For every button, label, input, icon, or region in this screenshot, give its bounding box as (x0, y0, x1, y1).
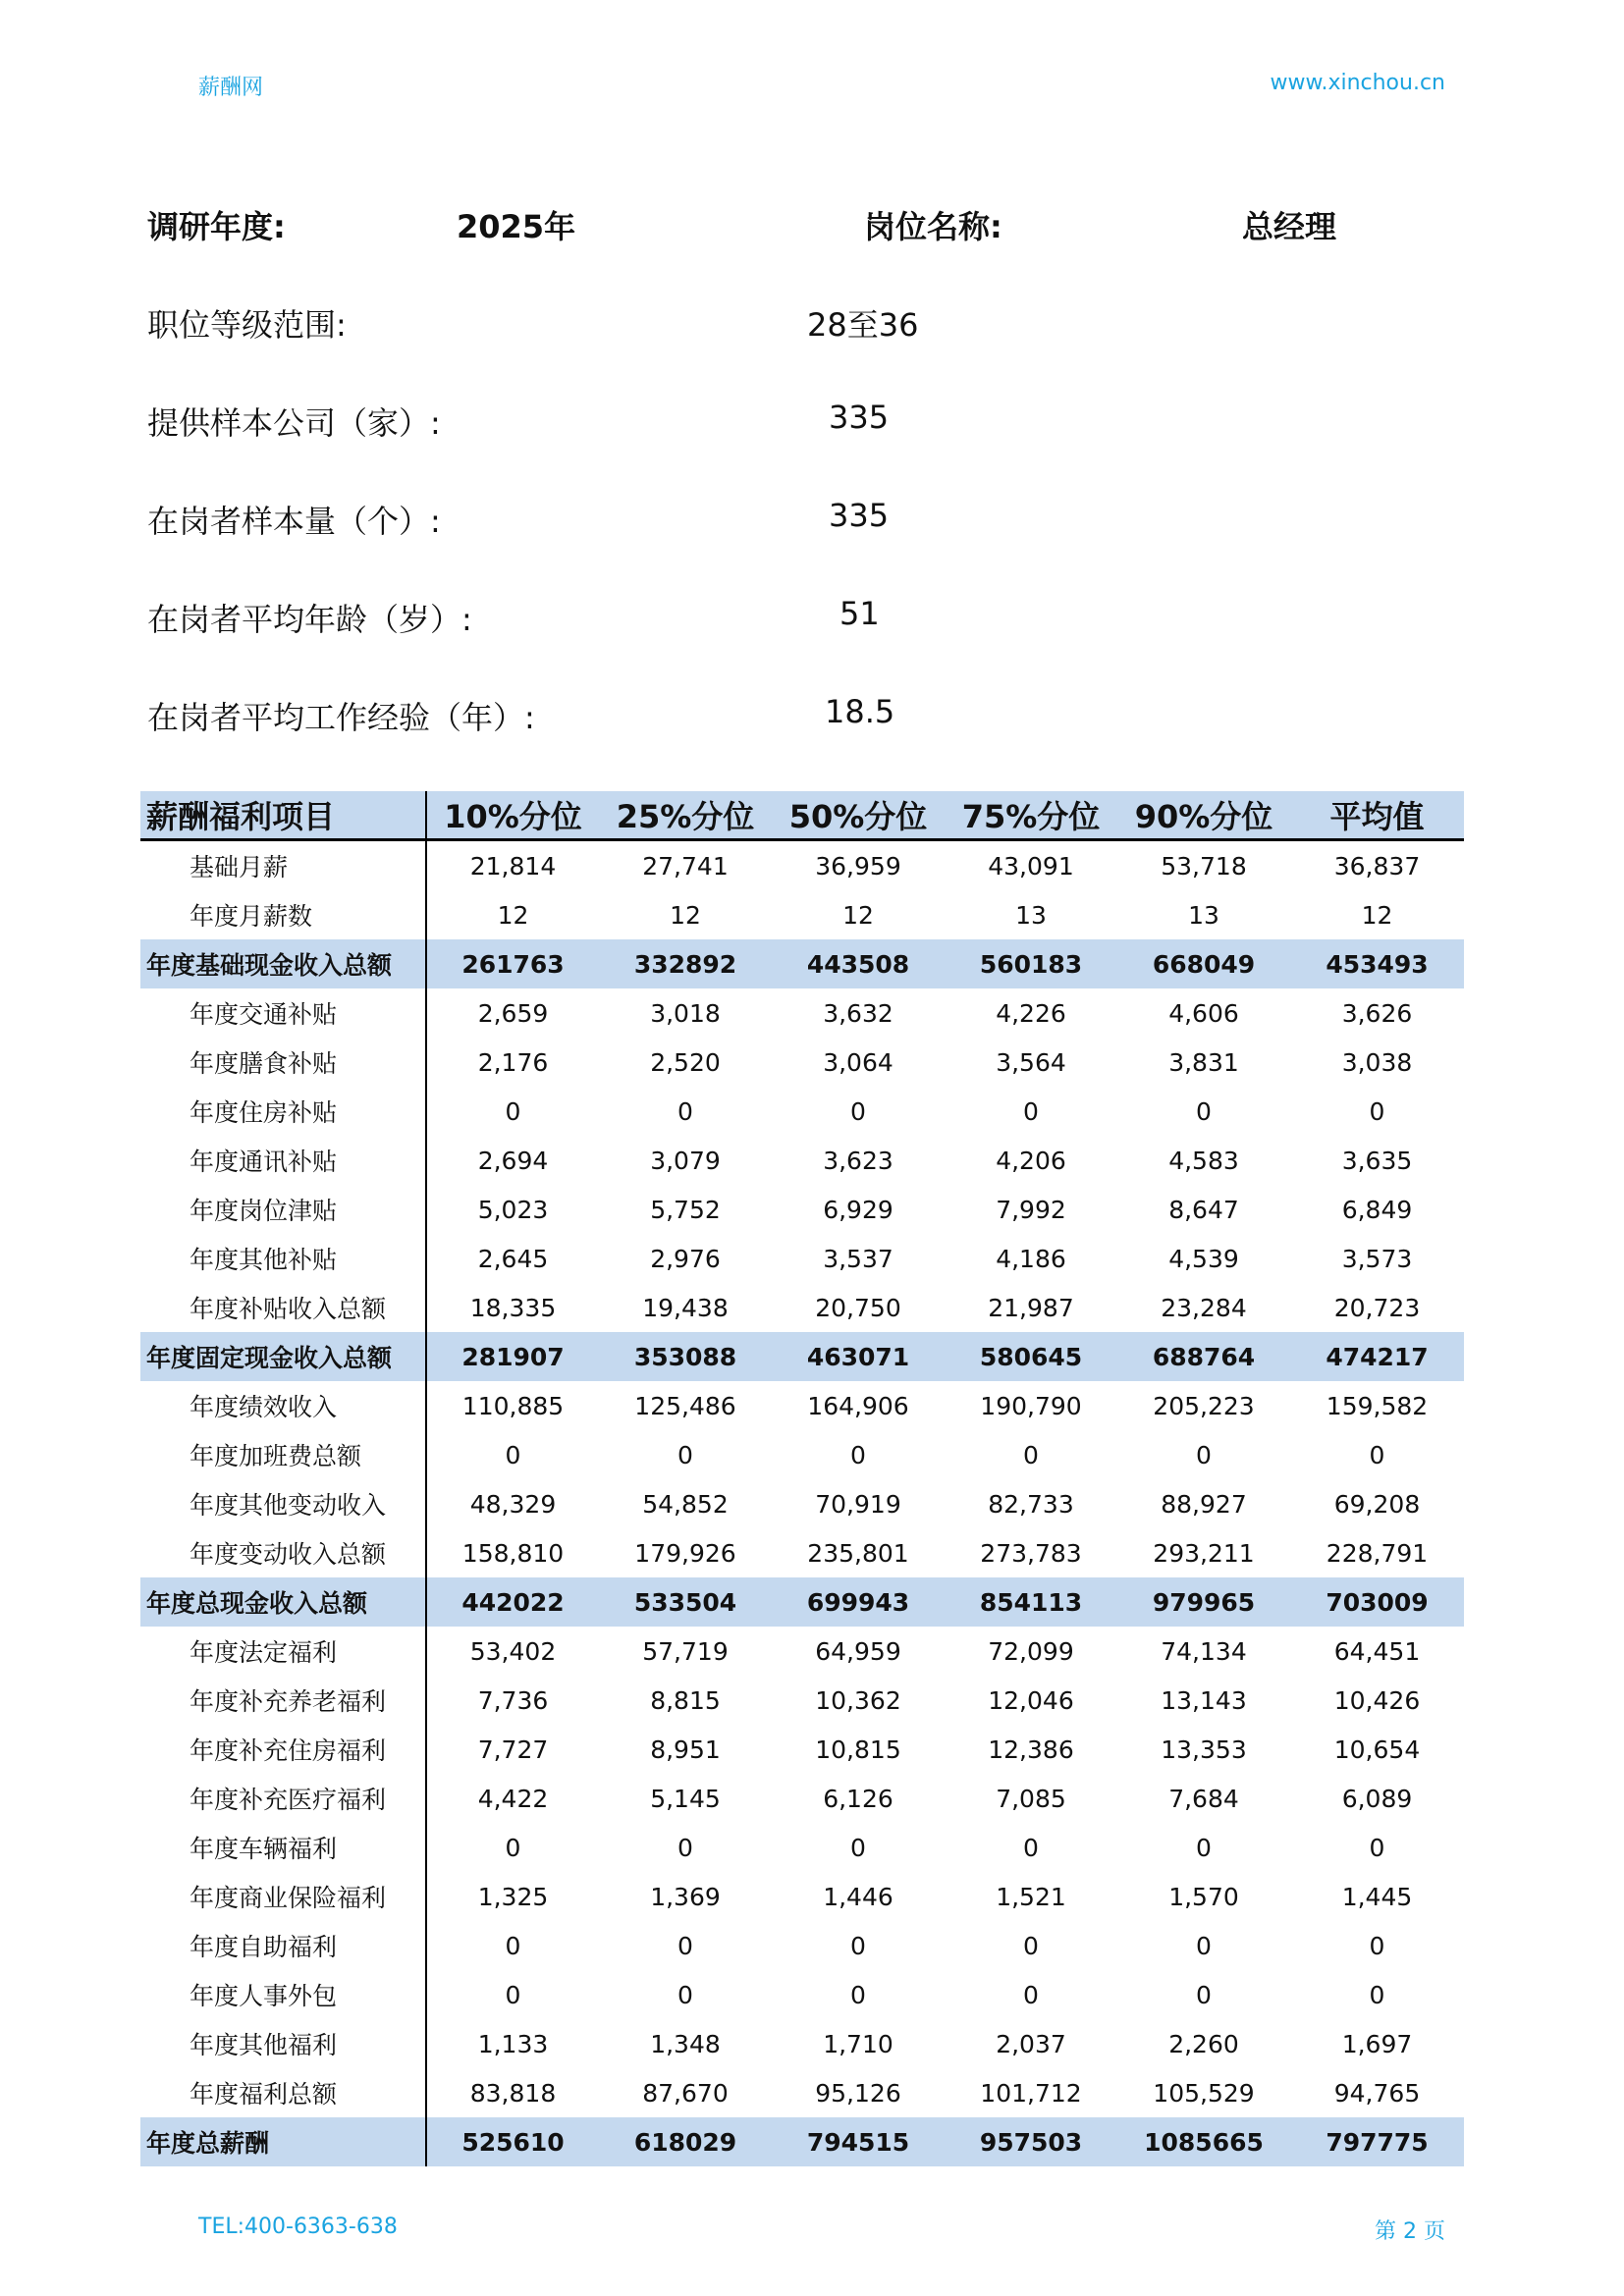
cell-value: 7,992 (996, 1195, 1066, 1224)
cell-value: 273,783 (980, 1538, 1082, 1568)
cell-value: 158,810 (461, 1538, 565, 1568)
cell-value: 4,186 (996, 1244, 1066, 1273)
cell-value: 699943 (772, 1577, 945, 1627)
cell-value: 1,570 (1168, 1882, 1239, 1911)
row-label: 年度固定现金收入总额 (140, 1332, 426, 1381)
cell-value: 0 (1369, 1833, 1385, 1862)
col-header-item: 薪酬福利项目 (140, 791, 426, 840)
cell-value: 70,919 (815, 1489, 901, 1519)
cell-value: 10,426 (1333, 1685, 1421, 1715)
cell-value: 64,451 (1333, 1636, 1421, 1666)
cell-value: 0 (677, 1833, 693, 1862)
cell-value: 3,632 (823, 998, 893, 1028)
cell-value: 95,126 (815, 2078, 901, 2108)
table-row (140, 1676, 1464, 1725)
cell-value: 18,335 (469, 1293, 557, 1322)
cell-value: 1,133 (477, 2029, 549, 2058)
cell-value: 0 (850, 1980, 866, 2009)
cell-value: 19,438 (642, 1293, 729, 1322)
cell-value: 2,176 (477, 1047, 549, 1077)
cell-value: 0 (1023, 1980, 1039, 2009)
samples-value: 335 (829, 497, 890, 534)
row-label: 年度其他福利 (140, 2019, 426, 2068)
cell-value: 0 (505, 1833, 521, 1862)
page-number: 第 2 页 (1375, 2219, 1445, 2244)
table-row (140, 1234, 1464, 1283)
cell-value: 12 (497, 900, 529, 930)
cell-value: 2,976 (650, 1244, 721, 1273)
row-label: 年度商业保险福利 (140, 1872, 426, 1921)
cell-value: 3,537 (823, 1244, 893, 1273)
experience-value: 18.5 (825, 693, 895, 730)
cell-value: 94,765 (1333, 2078, 1421, 2108)
cell-value: 0 (850, 1440, 866, 1469)
table-total-row (140, 939, 1464, 988)
table-row (140, 1627, 1464, 1676)
table-row (140, 1725, 1464, 1774)
cell-value: 57,719 (642, 1636, 729, 1666)
cell-value: 3,623 (823, 1146, 893, 1175)
cell-value: 442022 (426, 1577, 599, 1627)
cell-value: 2,694 (477, 1146, 549, 1175)
row-label: 年度基础现金收入总额 (140, 939, 426, 988)
cell-value: 0 (1369, 1440, 1385, 1469)
cell-value: 0 (677, 1931, 693, 1960)
cell-value: 43,091 (988, 851, 1074, 881)
col-header-p50: 50%分位 (772, 791, 945, 840)
cell-value: 190,790 (980, 1391, 1082, 1420)
cell-value: 13,143 (1161, 1685, 1247, 1715)
row-label: 年度交通补贴 (140, 988, 426, 1038)
table-row (140, 1283, 1464, 1332)
samples-label: 在岗者样本量（个）: (147, 503, 441, 540)
cell-value: 854113 (945, 1577, 1117, 1627)
cell-value: 4,539 (1168, 1244, 1239, 1273)
cell-value: 0 (1023, 1833, 1039, 1862)
cell-value: 235,801 (807, 1538, 909, 1568)
cell-value: 48,329 (469, 1489, 557, 1519)
cell-value: 0 (850, 1833, 866, 1862)
col-header-p25: 25%分位 (599, 791, 772, 840)
cell-value: 205,223 (1153, 1391, 1255, 1420)
cell-value: 2,645 (477, 1244, 549, 1273)
row-label: 年度法定福利 (140, 1627, 426, 1676)
cell-value: 474217 (1290, 1332, 1464, 1381)
cell-value: 0 (1023, 1931, 1039, 1960)
cell-value: 4,422 (477, 1784, 549, 1813)
cell-value: 3,564 (996, 1047, 1066, 1077)
cell-value: 2,659 (477, 998, 549, 1028)
cell-value: 125,486 (634, 1391, 736, 1420)
row-label: 年度变动收入总额 (140, 1528, 426, 1577)
cell-value: 3,018 (650, 998, 721, 1028)
cell-value: 12 (842, 900, 874, 930)
cell-value: 0 (505, 1980, 521, 2009)
row-label: 年度补贴收入总额 (140, 1283, 426, 1332)
cell-value: 179,926 (634, 1538, 736, 1568)
cell-value: 228,791 (1326, 1538, 1429, 1568)
cell-value: 3,573 (1341, 1244, 1413, 1273)
cell-value: 2,037 (996, 2029, 1066, 2058)
cell-value: 13 (1188, 900, 1219, 930)
cell-value: 1,369 (650, 1882, 721, 1911)
col-header-p75: 75%分位 (945, 791, 1117, 840)
row-label: 年度住房补贴 (140, 1087, 426, 1136)
cell-value: 1,348 (650, 2029, 721, 2058)
cell-value: 13 (1015, 900, 1047, 930)
row-label: 年度自助福利 (140, 1921, 426, 1970)
cell-value: 12 (1361, 900, 1393, 930)
table-row (140, 1038, 1464, 1087)
cell-value: 7,736 (477, 1685, 549, 1715)
year-label: 调研年度: (147, 208, 286, 245)
cell-value: 5,752 (650, 1195, 721, 1224)
row-label: 年度补充医疗福利 (140, 1774, 426, 1823)
cell-value: 3,038 (1341, 1047, 1413, 1077)
row-label: 年度总薪酬 (140, 2117, 426, 2166)
cell-value: 3,626 (1341, 998, 1413, 1028)
table-row (140, 1430, 1464, 1479)
cell-value: 0 (505, 1931, 521, 1960)
age-value: 51 (839, 595, 880, 632)
cell-value: 525610 (426, 2117, 599, 2166)
cell-value: 353088 (599, 1332, 772, 1381)
cell-value: 560183 (945, 939, 1117, 988)
cell-value: 668049 (1117, 939, 1290, 988)
position-value: 总经理 (1242, 208, 1337, 245)
cell-value: 64,959 (815, 1636, 901, 1666)
cell-value: 0 (1369, 1096, 1385, 1126)
table-row (140, 840, 1464, 891)
cell-value: 69,208 (1333, 1489, 1421, 1519)
cell-value: 794515 (772, 2117, 945, 2166)
cell-value: 1,445 (1341, 1882, 1413, 1911)
cell-value: 0 (677, 1096, 693, 1126)
cell-value: 0 (850, 1096, 866, 1126)
cell-value: 12,386 (988, 1735, 1074, 1764)
row-label: 年度通讯补贴 (140, 1136, 426, 1185)
cell-value: 0 (505, 1440, 521, 1469)
cell-value: 164,906 (807, 1391, 909, 1420)
col-header-p10: 10%分位 (426, 791, 599, 840)
cell-value: 6,089 (1341, 1784, 1413, 1813)
table-row (140, 1774, 1464, 1823)
cell-value: 53,402 (469, 1636, 557, 1666)
cell-value: 979965 (1117, 1577, 1290, 1627)
cell-value: 0 (1369, 1980, 1385, 2009)
cell-value: 1,697 (1341, 2029, 1413, 2058)
table-row (140, 1823, 1464, 1872)
cell-value: 2,520 (650, 1047, 721, 1077)
cell-value: 105,529 (1153, 2078, 1255, 2108)
cell-value: 443508 (772, 939, 945, 988)
cell-value: 4,606 (1168, 998, 1239, 1028)
row-label: 年度加班费总额 (140, 1430, 426, 1479)
cell-value: 1,325 (477, 1882, 549, 1911)
cell-value: 6,929 (823, 1195, 893, 1224)
cell-value: 0 (1196, 1980, 1212, 2009)
table-row (140, 1136, 1464, 1185)
cell-value: 0 (505, 1096, 521, 1126)
table-total-row (140, 2117, 1464, 2166)
cell-value: 703009 (1290, 1577, 1464, 1627)
row-label: 年度人事外包 (140, 1970, 426, 2019)
cell-value: 0 (1023, 1440, 1039, 1469)
row-label: 年度车辆福利 (140, 1823, 426, 1872)
grade-label: 职位等级范围: (147, 306, 347, 344)
cell-value: 101,712 (980, 2078, 1082, 2108)
table-header-row (140, 791, 1464, 840)
cell-value: 27,741 (642, 851, 729, 881)
cell-value: 10,654 (1333, 1735, 1421, 1764)
salary-table (140, 791, 1464, 2166)
cell-value: 10,815 (815, 1735, 901, 1764)
cell-value: 4,226 (996, 998, 1066, 1028)
cell-value: 12,046 (988, 1685, 1074, 1715)
row-label: 年度总现金收入总额 (140, 1577, 426, 1627)
col-header-mean: 平均值 (1290, 791, 1464, 840)
cell-value: 3,635 (1341, 1146, 1413, 1175)
cell-value: 1,710 (823, 2029, 893, 2058)
cell-value: 957503 (945, 2117, 1117, 2166)
cell-value: 797775 (1290, 2117, 1464, 2166)
cell-value: 83,818 (469, 2078, 557, 2108)
cell-value: 53,718 (1161, 851, 1247, 881)
table-row (140, 1528, 1464, 1577)
footer-tel: TEL:400-6363-638 (198, 2215, 398, 2239)
row-label: 年度福利总额 (140, 2068, 426, 2117)
position-label: 岗位名称: (864, 208, 1002, 245)
cell-value: 8,647 (1168, 1195, 1239, 1224)
cell-value: 36,959 (815, 851, 901, 881)
cell-value: 5,145 (650, 1784, 721, 1813)
table-row (140, 1970, 1464, 2019)
cell-value: 1,446 (823, 1882, 893, 1911)
cell-value: 580645 (945, 1332, 1117, 1381)
cell-value: 0 (850, 1931, 866, 1960)
table-row (140, 1381, 1464, 1430)
cell-value: 82,733 (988, 1489, 1074, 1519)
cell-value: 72,099 (988, 1636, 1074, 1666)
cell-value: 87,670 (642, 2078, 729, 2108)
table-row (140, 1185, 1464, 1234)
cell-value: 463071 (772, 1332, 945, 1381)
age-label: 在岗者平均年龄（岁）: (147, 601, 472, 638)
cell-value: 74,134 (1161, 1636, 1247, 1666)
row-label: 年度膳食补贴 (140, 1038, 426, 1087)
cell-value: 688764 (1117, 1332, 1290, 1381)
cell-value: 281907 (426, 1332, 599, 1381)
cell-value: 1,521 (996, 1882, 1066, 1911)
table-total-row (140, 1332, 1464, 1381)
cell-value: 332892 (599, 939, 772, 988)
cell-value: 293,211 (1153, 1538, 1255, 1568)
col-header-p90: 90%分位 (1117, 791, 1290, 840)
cell-value: 88,927 (1161, 1489, 1247, 1519)
cell-value: 0 (1023, 1096, 1039, 1126)
cell-value: 8,951 (650, 1735, 721, 1764)
year-value: 2025年 (457, 208, 576, 245)
cell-value: 13,353 (1161, 1735, 1247, 1764)
cell-value: 20,750 (815, 1293, 901, 1322)
table-total-row (140, 1577, 1464, 1627)
cell-value: 7,727 (477, 1735, 549, 1764)
cell-value: 3,831 (1168, 1047, 1239, 1077)
cell-value: 533504 (599, 1577, 772, 1627)
table-row (140, 890, 1464, 939)
cell-value: 261763 (426, 939, 599, 988)
row-label: 年度月薪数 (140, 890, 426, 939)
table-row (140, 1479, 1464, 1528)
table-row (140, 2019, 1464, 2068)
cell-value: 12 (670, 900, 701, 930)
cell-value: 20,723 (1333, 1293, 1421, 1322)
table-row (140, 2068, 1464, 2117)
cell-value: 10,362 (815, 1685, 901, 1715)
row-label: 年度岗位津贴 (140, 1185, 426, 1234)
cell-value: 0 (1369, 1931, 1385, 1960)
site-url[interactable]: www.xinchou.cn (1270, 71, 1445, 95)
cell-value: 21,814 (469, 851, 557, 881)
grade-value: 28至36 (807, 306, 919, 344)
site-name: 薪酬网 (198, 76, 264, 100)
table-row (140, 1087, 1464, 1136)
row-label: 年度绩效收入 (140, 1381, 426, 1430)
companies-value: 335 (829, 399, 890, 436)
cell-value: 0 (677, 1980, 693, 2009)
cell-value: 54,852 (642, 1489, 729, 1519)
cell-value: 6,126 (823, 1784, 893, 1813)
cell-value: 3,079 (650, 1146, 721, 1175)
cell-value: 6,849 (1341, 1195, 1413, 1224)
cell-value: 159,582 (1326, 1391, 1429, 1420)
table-row (140, 988, 1464, 1038)
cell-value: 7,085 (996, 1784, 1066, 1813)
cell-value: 36,837 (1333, 851, 1421, 881)
cell-value: 23,284 (1161, 1293, 1247, 1322)
cell-value: 0 (1196, 1931, 1212, 1960)
row-label: 年度补充养老福利 (140, 1676, 426, 1725)
cell-value: 3,064 (823, 1047, 893, 1077)
cell-value: 0 (1196, 1440, 1212, 1469)
cell-value: 1085665 (1117, 2117, 1290, 2166)
cell-value: 21,987 (988, 1293, 1074, 1322)
cell-value: 2,260 (1168, 2029, 1239, 2058)
table-row (140, 1872, 1464, 1921)
cell-value: 0 (1196, 1833, 1212, 1862)
cell-value: 110,885 (461, 1391, 565, 1420)
row-label: 年度其他补贴 (140, 1234, 426, 1283)
cell-value: 4,206 (996, 1146, 1066, 1175)
cell-value: 4,583 (1168, 1146, 1239, 1175)
row-label: 年度其他变动收入 (140, 1479, 426, 1528)
cell-value: 618029 (599, 2117, 772, 2166)
table-row (140, 1921, 1464, 1970)
experience-label: 在岗者平均工作经验（年）: (147, 699, 535, 736)
cell-value: 0 (677, 1440, 693, 1469)
cell-value: 7,684 (1168, 1784, 1239, 1813)
cell-value: 8,815 (650, 1685, 721, 1715)
cell-value: 453493 (1290, 939, 1464, 988)
companies-label: 提供样本公司（家）: (147, 404, 441, 442)
row-label: 年度补充住房福利 (140, 1725, 426, 1774)
cell-value: 0 (1196, 1096, 1212, 1126)
cell-value: 5,023 (477, 1195, 549, 1224)
row-label: 基础月薪 (140, 840, 426, 891)
